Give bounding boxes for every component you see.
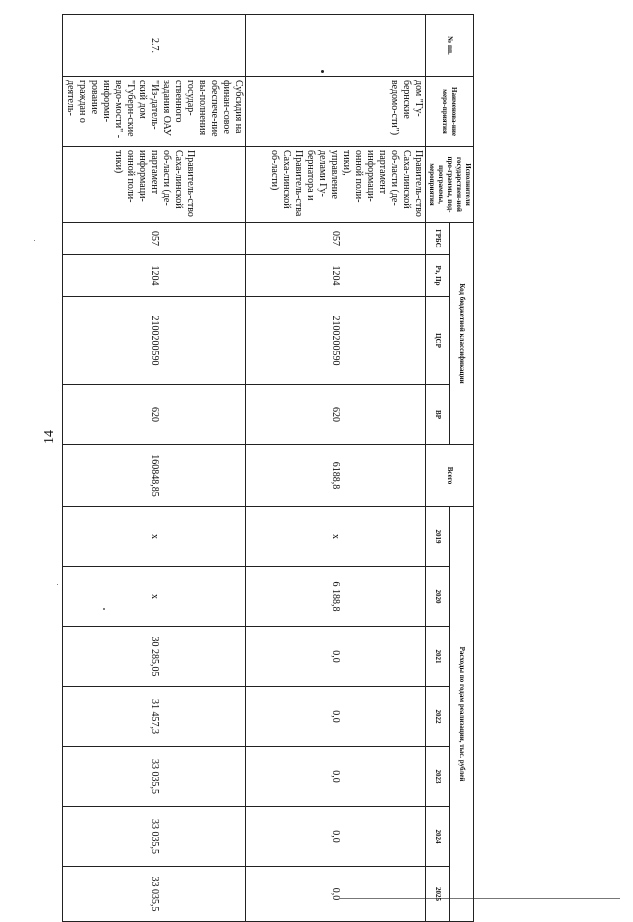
cell-name: Субсидия на финан-совое обеспече-ние вы-полнения государ-ственного задания ОАУ "Из-датель-ский дом "Губерн-ские ведо-мости" - информи-рование граждан о деятель-: [63, 77, 246, 147]
cell-2023: 33 035,5: [63, 747, 246, 807]
cell-2024: 33 035,5: [63, 807, 246, 867]
cell-total: 160848,85: [63, 445, 246, 507]
header-year-2021: 2021: [426, 627, 450, 687]
header-budget-code: Код бюджетной классификации: [450, 223, 474, 445]
table-row: [63, 15, 246, 922]
cell-grbs: 057: [246, 223, 426, 255]
header-rzpr: Рз, Пр: [426, 255, 450, 297]
header-year-2020: 2020: [426, 567, 450, 627]
header-vr: ВР: [426, 385, 450, 445]
header-year-2025: 2025: [426, 867, 450, 922]
header-year-2022: 2022: [426, 687, 450, 747]
cell-num: 2.7.: [63, 15, 246, 77]
cell-name: дом "Гу-бернские ведомо-сти"): [246, 77, 426, 147]
header-num: № пп.: [426, 15, 474, 77]
cell-2022: 31 457,3: [63, 687, 246, 747]
cell-2023: 0,0: [246, 747, 426, 807]
header-expenses: Расходы по годам реализации, тыс. рублей: [450, 507, 474, 922]
scan-speck: [57, 584, 58, 585]
cell-num: [246, 15, 426, 77]
cell-2020: 6 188,8: [246, 567, 426, 627]
header-year-2023: 2023: [426, 747, 450, 807]
cell-vr: 620: [246, 385, 426, 445]
cell-2025: 0,0: [246, 867, 426, 922]
cell-2021: 0,0: [246, 627, 426, 687]
cell-2022: 0,0: [246, 687, 426, 747]
header-executor: Исполнители государствен-ной про-граммы, под-программы, мероприятия: [426, 147, 474, 223]
cell-vr: 620: [63, 385, 246, 445]
cell-2019: x: [63, 507, 246, 567]
budget-table-rotated: [65, 14, 474, 912]
cell-2019: x: [246, 507, 426, 567]
table-row: [246, 15, 426, 922]
header-csr: ЦСР: [426, 297, 450, 385]
budget-table: [62, 14, 474, 922]
cell-rzpr: 1204: [63, 255, 246, 297]
cell-executor: Правитель-ство Саха-линской об-ласти (де-партамент информаци-онной поли-тики): [63, 147, 246, 223]
cell-csr: 2100200590: [63, 297, 246, 385]
cell-2021: 30 285,05: [63, 627, 246, 687]
scan-speck: [34, 240, 35, 241]
header-name: Наименова-ние меро-приятия: [426, 77, 474, 147]
cell-csr: 2100200590: [246, 297, 426, 385]
cell-2020: x: [63, 567, 246, 627]
page-number: 14: [42, 430, 57, 444]
cell-executor: Правитель-ство Саха-линской об-ласти (де-партамент информаци-онной поли-тики), управление делами Гу-бернатора и Правитель-ства Саха-линской об-ласти): [246, 147, 426, 223]
cell-rzpr: 1204: [246, 255, 426, 297]
header-total: Всего: [426, 445, 474, 507]
cell-total: 6188,8: [246, 445, 426, 507]
header-year-2024: 2024: [426, 807, 450, 867]
cell-grbs: 057: [63, 223, 246, 255]
header-year-2019: 2019: [426, 507, 450, 567]
header-row-top: [450, 15, 474, 922]
cell-2025: 33 035,5: [63, 867, 246, 922]
header-grbs: ГРБС: [426, 223, 450, 255]
cell-2024: 0,0: [246, 807, 426, 867]
